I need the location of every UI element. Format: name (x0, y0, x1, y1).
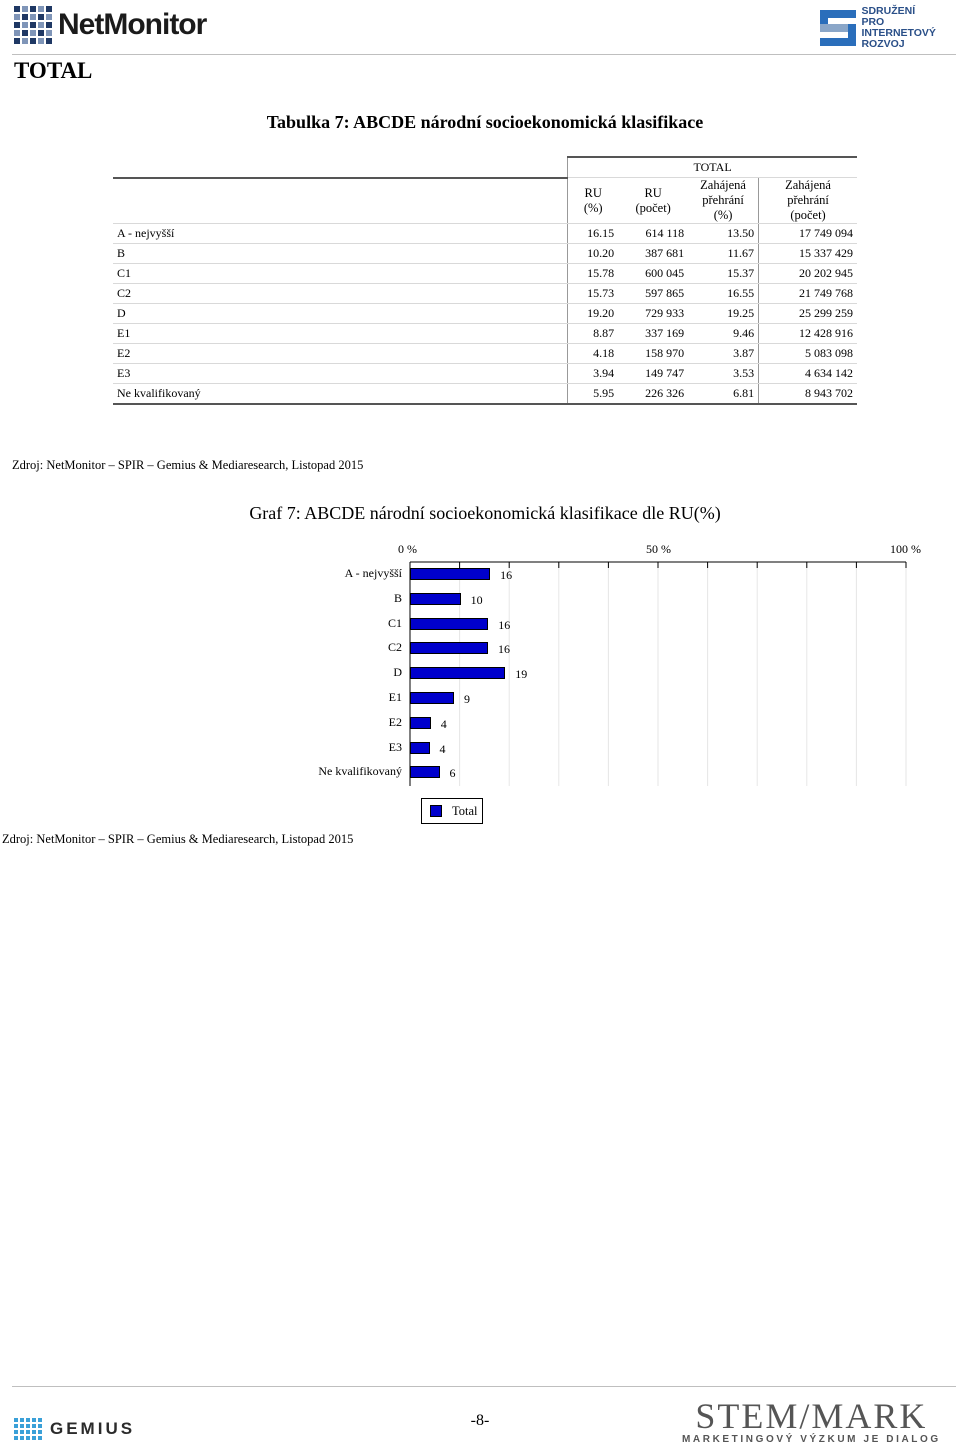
table-cell: 5.95 (568, 384, 618, 405)
table-cell: 16.55 (688, 284, 758, 304)
legend-swatch (430, 805, 442, 817)
table-column-header-row (113, 178, 857, 224)
table-row (113, 264, 857, 284)
table-cell: 8 943 702 (759, 384, 857, 405)
table-group-header: TOTAL (568, 157, 857, 178)
table-body (113, 224, 857, 405)
table-source: Zdroj: NetMonitor – SPIR – Gemius & Mediaresearch, Listopad 2015 (12, 458, 364, 472)
table-cell: 13.50 (688, 224, 758, 244)
spir-mark-icon (820, 10, 855, 46)
bar-value-label: 4 (440, 716, 447, 731)
table-cell: 10.20 (568, 244, 618, 264)
table-cell: 337 169 (618, 324, 688, 344)
category-label: D (393, 665, 402, 680)
table-cell: 3.87 (688, 344, 758, 364)
table-cell: 15 337 429 (759, 244, 857, 264)
bar-value-label: 6 (449, 766, 456, 781)
table-row (113, 344, 857, 364)
netmonitor-logo-text: NetMonitor (58, 8, 207, 41)
page-number: -8- (470, 1412, 490, 1429)
table-cell: 15.73 (568, 284, 618, 304)
table-cell: 21 749 768 (759, 284, 857, 304)
table-title: Tabulka 7: ABCDE národní socioekonomická klasifikace (266, 112, 704, 132)
x-tick-label: 0 % (398, 542, 417, 556)
table-cell: 15.37 (688, 264, 758, 284)
x-tick-label: 50 % (646, 542, 671, 556)
table-cell: 19.25 (688, 304, 758, 324)
table-cell: 12 428 916 (759, 324, 857, 344)
table-cell: 15.78 (568, 264, 618, 284)
bar-value-label: 10 (470, 592, 483, 607)
table-row (113, 224, 857, 244)
data-table (113, 156, 857, 405)
netmonitor-grid-icon (14, 6, 52, 44)
table-cell: 149 747 (618, 364, 688, 384)
bar-value-label: 16 (500, 568, 513, 582)
category-label: E2 (388, 714, 402, 729)
table-cell: 5 083 098 (759, 344, 857, 364)
row-label: D (113, 304, 568, 324)
spir-text (861, 6, 960, 50)
stemmark-tagline: MARKETINGOVÝ VÝZKUM JE DIALOG (682, 1434, 941, 1445)
spir-line-3: ROZVOJ (861, 38, 905, 50)
row-label: C1 (113, 264, 568, 284)
table-cell: 3.53 (688, 364, 758, 384)
column-header: RU (%) (568, 178, 618, 224)
column-header: Zahájená přehrání (%) (688, 178, 758, 224)
category-label: Ne kvalifikovaný (318, 764, 402, 779)
table-row (113, 364, 857, 384)
row-label: E1 (113, 324, 568, 344)
page-title: TOTAL (14, 58, 93, 83)
x-tick-label: 100 % (890, 542, 921, 556)
stemmark-logo (682, 1398, 941, 1445)
table-cell: 16.15 (568, 224, 618, 244)
table-cell: 597 865 (618, 284, 688, 304)
gemius-logo-text: GEMIUS (50, 1419, 136, 1438)
table-row (113, 324, 857, 344)
category-label: A - nejvyšší (344, 566, 402, 580)
table-cell: 9.46 (688, 324, 758, 344)
legend-label: Total (452, 803, 478, 818)
spir-logo (820, 6, 960, 50)
table-cell: 600 045 (618, 264, 688, 284)
chart-title: Graf 7: ABCDE národní socioekonomická klasifikace dle RU(%) (249, 503, 721, 523)
table-cell: 226 326 (618, 384, 688, 405)
header-divider (12, 54, 956, 55)
category-label: C1 (387, 615, 402, 630)
table-cell: 729 933 (618, 304, 688, 324)
category-label: E1 (388, 690, 402, 704)
table-cell: 4 634 142 (759, 364, 857, 384)
table-row (113, 244, 857, 264)
row-label: C2 (113, 284, 568, 304)
column-header: Zahájená přehrání (počet) (759, 178, 857, 224)
table-row (113, 284, 857, 304)
table-cell: 4.18 (568, 344, 618, 364)
category-label: C2 (387, 640, 402, 655)
table-cell: 17 749 094 (759, 224, 857, 244)
category-label: B (393, 590, 402, 605)
table-cell: 20 202 945 (759, 264, 857, 284)
bar-chart (400, 560, 920, 790)
table-cell: 11.67 (688, 244, 758, 264)
netmonitor-logo (14, 6, 206, 44)
bar-value-label: 16 (498, 617, 511, 632)
row-label: A - nejvyšší (113, 224, 568, 244)
row-label: E3 (113, 364, 568, 384)
table-cell: 25 299 259 (759, 304, 857, 324)
row-label: Ne kvalifikovaný (113, 384, 568, 405)
table-cell: 19.20 (568, 304, 618, 324)
table-cell: 387 681 (618, 244, 688, 264)
row-label: B (113, 244, 568, 264)
table-cell: 158 970 (618, 344, 688, 364)
footer-divider (12, 1386, 956, 1387)
bar-value-label: 16 (498, 642, 511, 657)
table-cell: 3.94 (568, 364, 618, 384)
row-label: E2 (113, 344, 568, 364)
bar-value-label: 4 (439, 741, 446, 756)
table-cell: 614 118 (618, 224, 688, 244)
table-row (113, 304, 857, 324)
stemmark-logo-text: STEM/MARK (695, 1396, 928, 1436)
spir-line-2: PRO INTERNETOVÝ (861, 16, 936, 39)
spir-line-1: SDRUŽENÍ (861, 5, 916, 17)
column-header: RU (počet) (618, 178, 688, 224)
table-cell: 8.87 (568, 324, 618, 344)
bar-value-label: 19 (515, 667, 528, 682)
chart-legend (421, 798, 483, 824)
chart-source: Zdroj: NetMonitor – SPIR – Gemius & Mediaresearch, Listopad 2015 (2, 832, 354, 846)
table-row (113, 384, 857, 405)
table-group-header-row (113, 157, 857, 178)
category-label: E3 (388, 739, 402, 754)
bar-value-label: 9 (463, 692, 470, 706)
table-cell: 6.81 (688, 384, 758, 405)
